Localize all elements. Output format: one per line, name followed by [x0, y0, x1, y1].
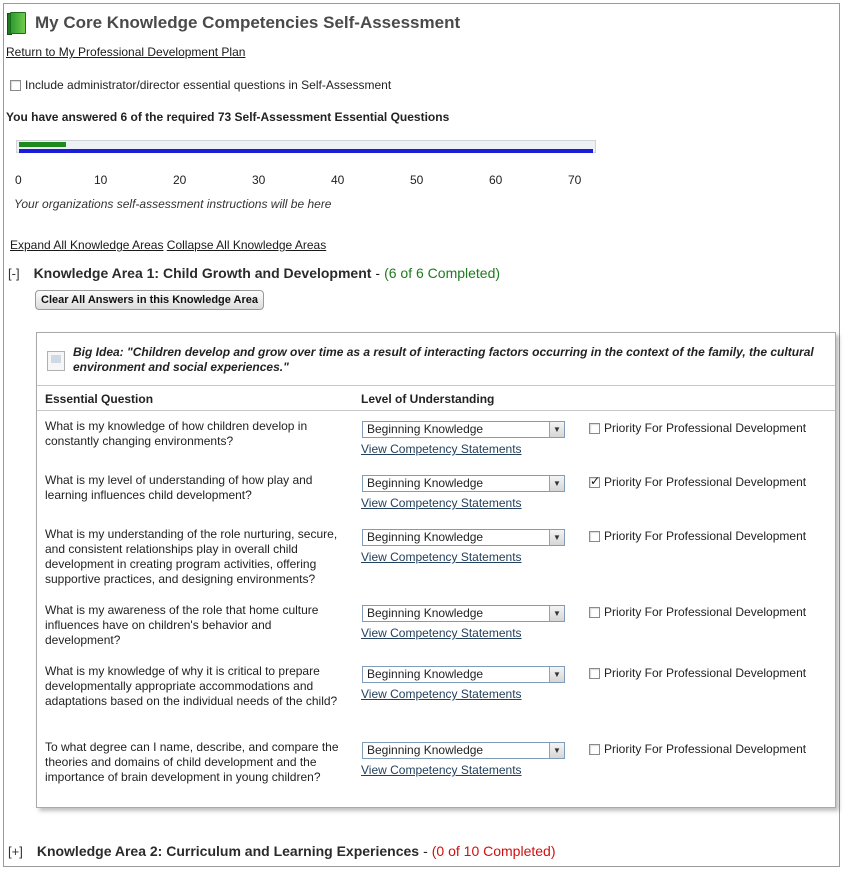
knowledge-area-1-title: Knowledge Area 1: Child Growth and Development [33, 265, 372, 281]
progress-ticks [15, 173, 595, 187]
knowledge-area-2-separator: - [423, 843, 428, 859]
priority-checkbox[interactable] [589, 423, 600, 434]
chevron-down-icon[interactable]: ▼ [549, 476, 564, 491]
question-text: What is my knowledge of why it is critical to prepare developmentally appropriate accommodations and adaptations based on the individual needs of the child? [45, 664, 338, 708]
priority-checkbox[interactable] [589, 477, 600, 488]
level-select[interactable] [362, 666, 565, 683]
knowledge-area-1-toggle[interactable]: [-] [8, 266, 20, 281]
progress-tick: 10 [94, 173, 108, 187]
progress-total [19, 149, 593, 153]
level-select-value: Beginning Knowledge [367, 606, 484, 620]
expand-collapse-row [10, 238, 326, 252]
include-admin-row [10, 78, 391, 92]
level-select[interactable] [362, 475, 565, 492]
col-level-of-understanding: Level of Understanding [361, 392, 495, 406]
level-select-value: Beginning Knowledge [367, 476, 484, 490]
table-header [37, 385, 835, 411]
priority-checkbox[interactable] [589, 744, 600, 755]
big-idea-text: Big Idea: "Children develop and grow over time as a result of interacting factors occurring in the context of the family, the cultural environment and social experiences." [73, 345, 814, 374]
include-admin-label: Include administrator/director essential questions in Self-Assessment [25, 78, 392, 92]
clear-answers-button[interactable]: Clear All Answers in this Knowledge Area [35, 290, 264, 310]
question-text: What is my awareness of the role that home culture influences have on children's behavior and development? [45, 603, 319, 647]
knowledge-area-2-title: Knowledge Area 2: Curriculum and Learning Experiences [36, 843, 420, 859]
priority-checkbox[interactable] [589, 668, 600, 679]
level-select-value: Beginning Knowledge [367, 743, 484, 757]
include-admin-checkbox[interactable] [10, 80, 21, 91]
progress-tick: 0 [15, 173, 22, 187]
broken-image-icon [47, 351, 65, 371]
knowledge-area-1-header [8, 265, 500, 281]
chevron-down-icon[interactable]: ▼ [549, 422, 564, 437]
col-essential-question: Essential Question [45, 392, 154, 406]
chevron-down-icon[interactable]: ▼ [549, 743, 564, 758]
expand-all-link[interactable]: Expand All Knowledge Areas [10, 238, 164, 252]
question-text: What is my knowledge of how children develop in constantly changing environments? [45, 419, 308, 448]
priority-row [589, 742, 806, 756]
book-icon [7, 12, 27, 35]
chevron-down-icon[interactable]: ▼ [549, 530, 564, 545]
level-select-value: Beginning Knowledge [367, 422, 484, 436]
view-competency-link[interactable]: View Competency Statements [361, 687, 522, 701]
return-link[interactable]: Return to My Professional Development Plan [6, 45, 246, 59]
progress-fill [19, 142, 66, 147]
level-select-value: Beginning Knowledge [367, 530, 484, 544]
progress-tick: 40 [331, 173, 345, 187]
knowledge-area-1-panel [36, 332, 836, 808]
page-frame [3, 3, 840, 867]
level-select[interactable] [362, 742, 565, 759]
priority-row [589, 475, 806, 489]
collapse-all-link[interactable]: Collapse All Knowledge Areas [166, 238, 327, 252]
priority-row [589, 529, 806, 543]
progress-tick: 60 [489, 173, 503, 187]
priority-row [589, 666, 806, 680]
progress-tick: 50 [410, 173, 424, 187]
view-competency-link[interactable]: View Competency Statements [361, 763, 522, 777]
priority-label: Priority For Professional Development [604, 475, 807, 489]
level-select[interactable] [362, 421, 565, 438]
big-idea [47, 345, 827, 375]
instructions-text: Your organizations self-assessment instructions will be here [14, 197, 332, 211]
progress-bar [16, 140, 596, 153]
priority-label: Priority For Professional Development [604, 421, 807, 435]
question-text: To what degree can I name, describe, and compare the theories and domains of child development and the importance of brain development in young children? [45, 740, 339, 784]
view-competency-link[interactable]: View Competency Statements [361, 626, 522, 640]
progress-tick: 30 [252, 173, 266, 187]
knowledge-area-2-toggle[interactable]: [+] [8, 844, 23, 859]
progress-tick: 20 [173, 173, 187, 187]
priority-label: Priority For Professional Development [604, 605, 807, 619]
knowledge-area-2-header [8, 843, 555, 859]
question-text: What is my understanding of the role nurturing, secure, and consistent relationships play in overall child development in creating program activities, offering supportive practices, and designing environments? [45, 527, 338, 586]
priority-label: Priority For Professional Development [604, 529, 807, 543]
progress-tick: 70 [568, 173, 582, 187]
chevron-down-icon[interactable]: ▼ [549, 606, 564, 621]
knowledge-area-1-separator: - [375, 265, 381, 281]
knowledge-area-2-count: (0 of 10 Completed) [431, 843, 556, 859]
priority-label: Priority For Professional Development [604, 742, 807, 756]
priority-checkbox[interactable] [589, 531, 600, 542]
question-text: What is my level of understanding of how play and learning influences child development? [45, 473, 313, 502]
view-competency-link[interactable]: View Competency Statements [361, 550, 522, 564]
title-row [7, 10, 460, 36]
priority-row [589, 605, 806, 619]
priority-row [589, 421, 806, 435]
priority-checkbox[interactable] [589, 607, 600, 618]
answered-summary: You have answered 6 of the required 73 Self-Assessment Essential Questions [6, 110, 450, 124]
level-select[interactable] [362, 529, 565, 546]
knowledge-area-1-count: (6 of 6 Completed) [384, 265, 501, 281]
level-select[interactable] [362, 605, 565, 622]
page-title: My Core Knowledge Competencies Self-Assessment [35, 13, 461, 32]
chevron-down-icon[interactable]: ▼ [549, 667, 564, 682]
priority-label: Priority For Professional Development [604, 666, 807, 680]
view-competency-link[interactable]: View Competency Statements [361, 442, 522, 456]
level-select-value: Beginning Knowledge [367, 667, 484, 681]
view-competency-link[interactable]: View Competency Statements [361, 496, 522, 510]
